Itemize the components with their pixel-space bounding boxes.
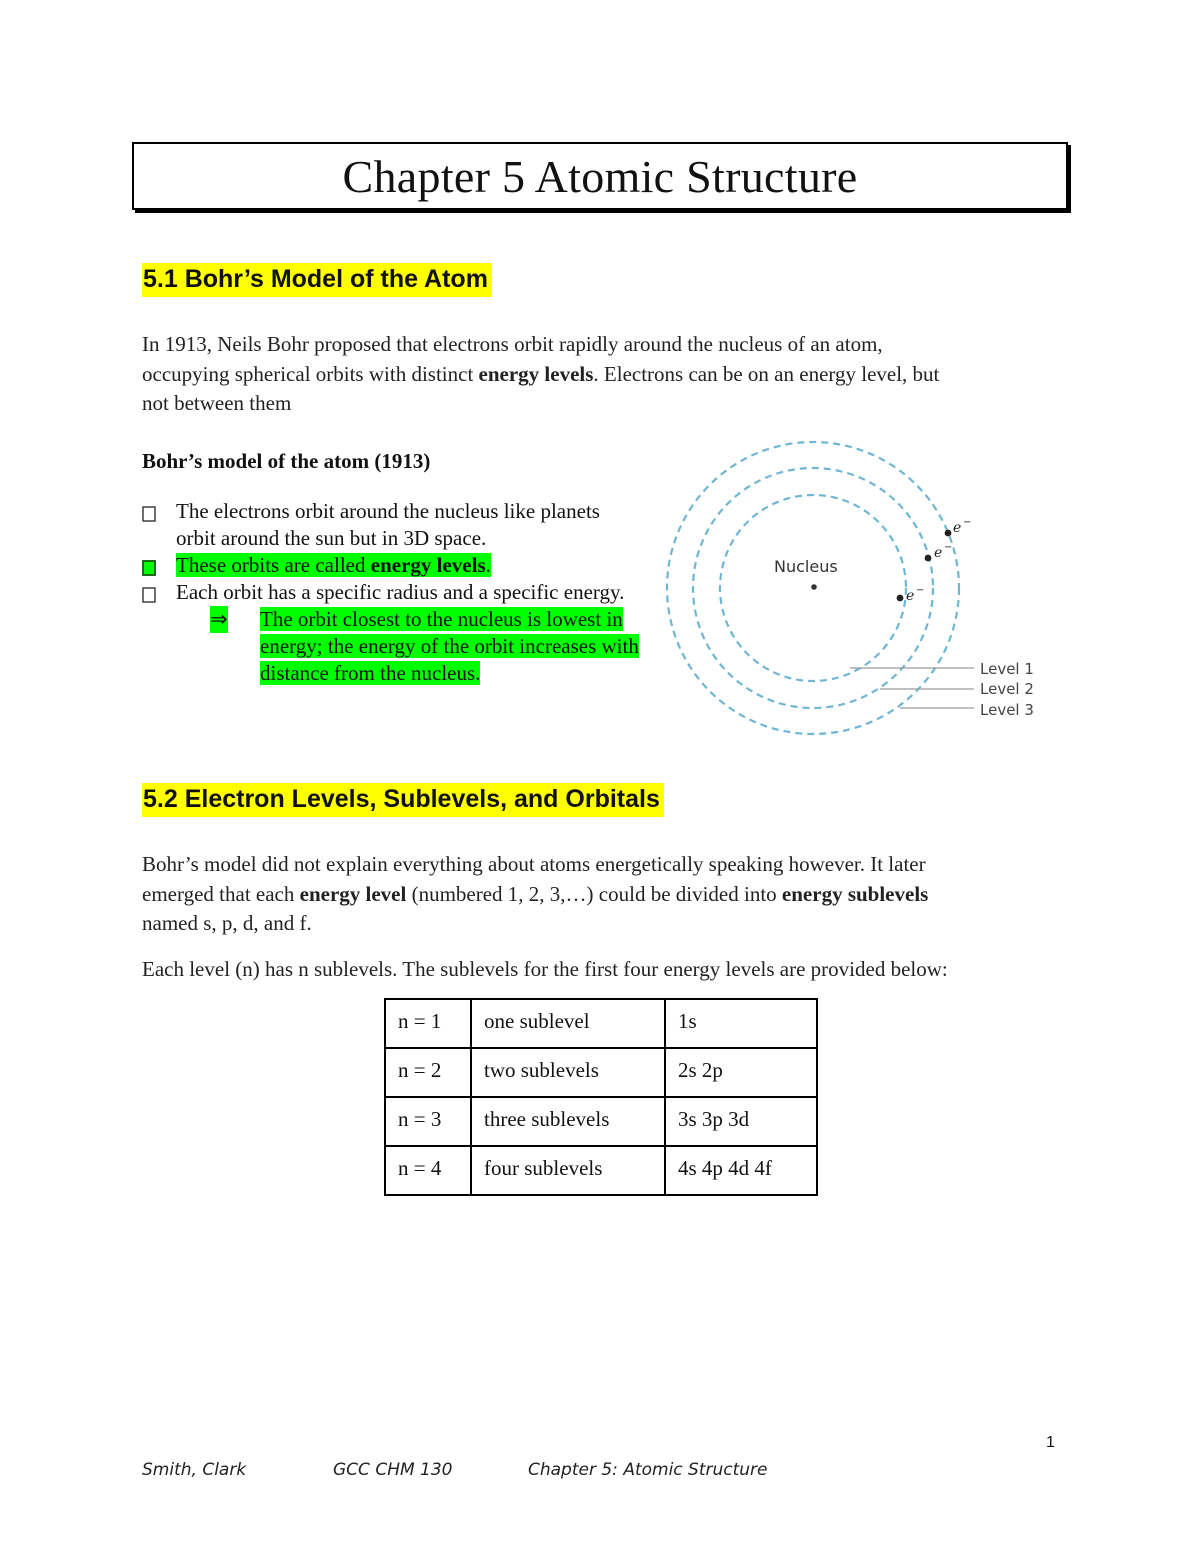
bullet-item-1 [142, 498, 642, 552]
electron-level-1 [897, 585, 925, 604]
table-row [385, 1146, 817, 1195]
sub-bullet-text: The orbit closest to the nucleus is lowest in energy; the energy of the orbit increases with distance from the nucleus. [260, 607, 639, 685]
table-cell: three sublevels [471, 1097, 665, 1146]
table-cell: two sublevels [471, 1048, 665, 1097]
intro-line-1: In 1913, Neils Bohr proposed that electrons orbit rapidly around the nucleus of an atom, [142, 332, 883, 356]
section-heading-5-1: 5.1 Bohr’s Model of the Atom [142, 263, 492, 297]
table-cell: n = 3 [385, 1097, 471, 1146]
electron-level-3 [945, 517, 972, 536]
bullet-box-icon [142, 502, 156, 529]
footer-author: Smith, Clark [142, 1460, 247, 1480]
nucleus-label: Nucleus [774, 557, 838, 576]
bohr-bullet-list [142, 498, 642, 687]
svg-text:−: − [963, 517, 972, 528]
svg-text:−: − [944, 542, 953, 553]
footer-course: GCC CHM 130 [333, 1460, 453, 1480]
table-cell: 4s 4p 4d 4f [665, 1146, 817, 1195]
bullet-2-end: . [485, 553, 491, 577]
bullet-box-icon [142, 583, 156, 610]
p1-bold-energy-sublevels: energy sublevels [781, 881, 929, 906]
bullet-2-highlight [176, 553, 491, 577]
bullet-3-text: Each orbit has a specific radius and a specific energy. [176, 580, 625, 604]
level-2-label: Level 2 [980, 680, 1034, 698]
table-cell: n = 4 [385, 1146, 471, 1195]
p1-line-1: Bohr’s model did not explain everything about atoms energetically speaking however. It later [142, 852, 926, 876]
bohr-atom-diagram [660, 432, 1050, 742]
svg-text:e: e [906, 588, 915, 604]
nucleus-dot [811, 584, 817, 590]
p1-bold-energy-level: energy level [299, 881, 407, 906]
chapter-title-box [132, 142, 1068, 210]
table-cell: four sublevels [471, 1146, 665, 1195]
electron-level-2 [925, 542, 953, 561]
intro-line-2c: . Electrons can be on an energy level, but [593, 361, 940, 386]
level-1-label: Level 1 [980, 660, 1034, 678]
table-row [385, 1048, 817, 1097]
p1-line-2c: (numbered 1, 2, 3,…) could be divided into [406, 881, 782, 906]
level-3-label: Level 3 [980, 701, 1034, 719]
bullet-2-bold: energy levels [370, 553, 486, 577]
page-number: 1 [1046, 1434, 1055, 1451]
bullet-1-text: The electrons orbit around the nucleus like planets orbit around the sun but in 3D space. [176, 499, 600, 550]
implies-arrow-icon: ⇒ [210, 607, 228, 631]
chapter-title: Chapter 5 Atomic Structure [342, 150, 858, 202]
table-cell: one sublevel [471, 999, 665, 1048]
sublevels-table [384, 998, 818, 1196]
intro-line-3: not between them [142, 391, 292, 415]
table-cell: n = 2 [385, 1048, 471, 1097]
footer-chapter: Chapter 5: Atomic Structure [528, 1460, 768, 1480]
bullet-item-2 [142, 552, 642, 579]
svg-text:−: − [916, 585, 925, 596]
p1-line-2a: emerged that each [142, 881, 300, 906]
intro-line-2a: occupying spherical orbits with distinct [142, 361, 479, 386]
table-cell: 1s [665, 999, 817, 1048]
table-row [385, 999, 817, 1048]
sublevels-intro: Each level (n) has n sublevels. The sublevels for the first four energy levels are provided below: [142, 957, 948, 981]
bullet-item-3 [142, 579, 642, 687]
section-heading-5-2: 5.2 Electron Levels, Sublevels, and Orbitals [142, 783, 664, 817]
svg-text:e: e [934, 545, 943, 561]
bohr-model-subheading: Bohr’s model of the atom (1913) [142, 449, 431, 473]
svg-text:e: e [953, 520, 962, 536]
table-cell: 2s 2p [665, 1048, 817, 1097]
table-row [385, 1097, 817, 1146]
sublevels-paragraph [142, 850, 1072, 939]
intro-bold-energy-levels: energy levels [478, 361, 594, 386]
p1-line-3: named s, p, d, and f. [142, 911, 312, 935]
sub-bullet [210, 606, 642, 687]
bohr-intro-paragraph [142, 330, 1062, 419]
table-cell: 3s 3p 3d [665, 1097, 817, 1146]
table-cell: n = 1 [385, 999, 471, 1048]
bullet-2-text: These orbits are called [176, 553, 371, 577]
